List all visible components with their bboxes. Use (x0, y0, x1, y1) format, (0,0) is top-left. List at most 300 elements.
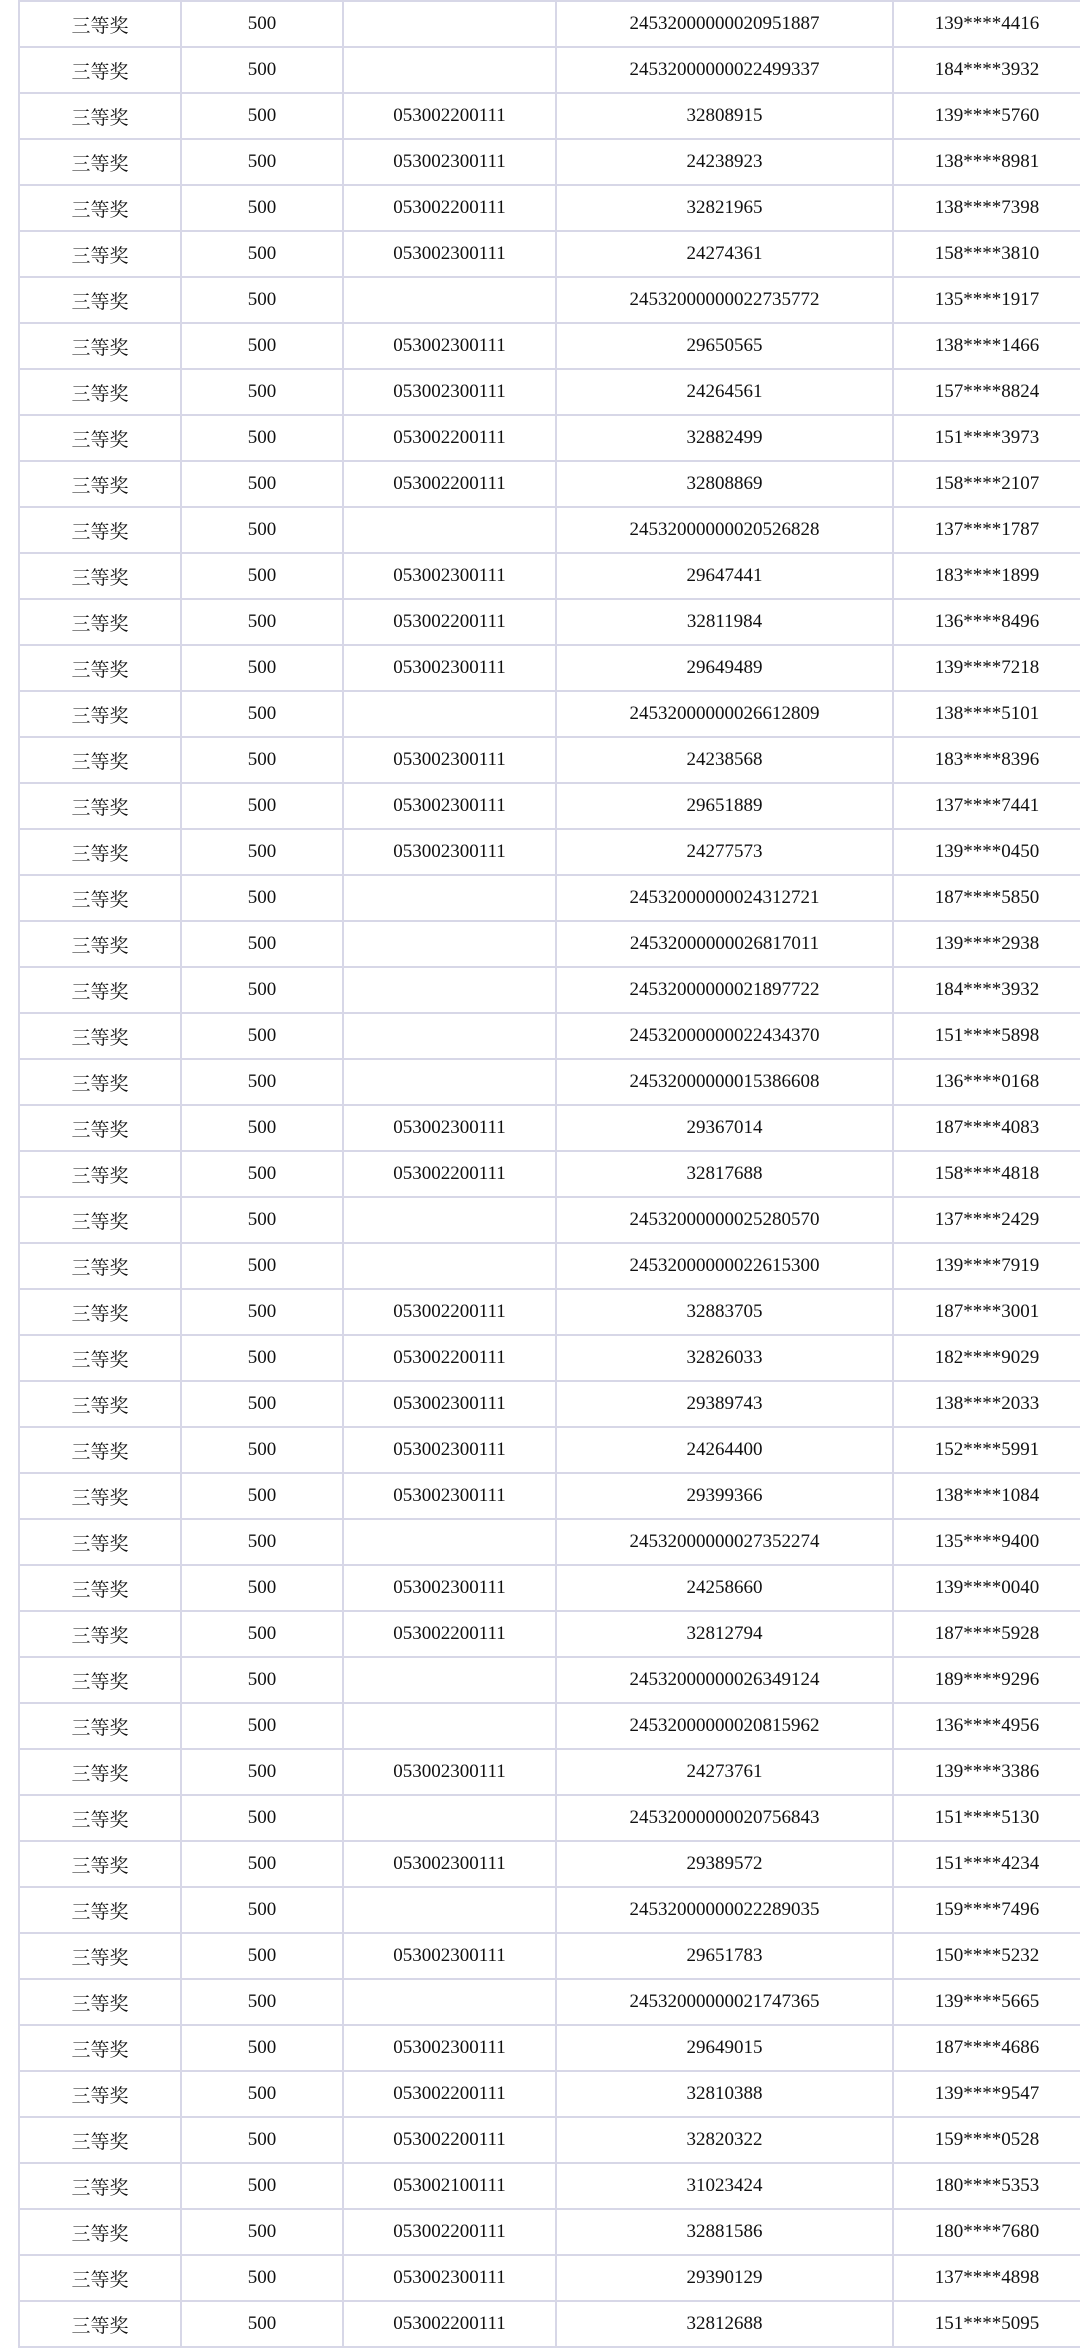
code-cell (343, 1059, 556, 1105)
account-cell: 32808869 (556, 461, 893, 507)
code-cell (343, 1795, 556, 1841)
prize-cell: 三等奖 (19, 1059, 181, 1105)
amount-cell: 500 (181, 93, 343, 139)
amount-cell: 500 (181, 1197, 343, 1243)
account-cell: 29389743 (556, 1381, 893, 1427)
table-row (19, 1933, 1080, 1979)
amount-cell: 500 (181, 369, 343, 415)
code-cell: 053002200111 (343, 185, 556, 231)
table-row (19, 139, 1080, 185)
account-cell: 32820322 (556, 2117, 893, 2163)
code-cell (343, 1197, 556, 1243)
table-row (19, 47, 1080, 93)
amount-cell: 500 (181, 461, 343, 507)
table-row (19, 2071, 1080, 2117)
account-cell: 24264400 (556, 1427, 893, 1473)
account-cell: 24532000000024312721 (556, 875, 893, 921)
code-cell (343, 967, 556, 1013)
amount-cell: 500 (181, 737, 343, 783)
code-cell: 053002200111 (343, 461, 556, 507)
table-row (19, 1059, 1080, 1105)
code-cell (343, 1519, 556, 1565)
account-cell: 24238568 (556, 737, 893, 783)
account-cell: 24532000000022289035 (556, 1887, 893, 1933)
table-row (19, 1473, 1080, 1519)
code-cell: 053002300111 (343, 1749, 556, 1795)
amount-cell: 500 (181, 1611, 343, 1657)
table-row (19, 1795, 1080, 1841)
prize-cell: 三等奖 (19, 1565, 181, 1611)
table-row (19, 1151, 1080, 1197)
phone-cell: 139****5760 (893, 93, 1080, 139)
phone-cell: 139****0450 (893, 829, 1080, 875)
winners-table-container (18, 0, 1080, 2348)
code-cell: 053002300111 (343, 1565, 556, 1611)
prize-cell: 三等奖 (19, 829, 181, 875)
table-row (19, 1013, 1080, 1059)
account-cell: 32883705 (556, 1289, 893, 1335)
code-cell: 053002300111 (343, 737, 556, 783)
table-row (19, 1565, 1080, 1611)
prize-cell: 三等奖 (19, 231, 181, 277)
code-cell (343, 1887, 556, 1933)
account-cell: 24532000000020951887 (556, 1, 893, 47)
phone-cell: 158****4818 (893, 1151, 1080, 1197)
table-row (19, 1105, 1080, 1151)
code-cell: 053002200111 (343, 1289, 556, 1335)
code-cell: 053002300111 (343, 645, 556, 691)
table-row (19, 1197, 1080, 1243)
prize-cell: 三等奖 (19, 369, 181, 415)
phone-cell: 136****8496 (893, 599, 1080, 645)
amount-cell: 500 (181, 1105, 343, 1151)
amount-cell: 500 (181, 1381, 343, 1427)
table-row (19, 1611, 1080, 1657)
phone-cell: 183****8396 (893, 737, 1080, 783)
prize-cell: 三等奖 (19, 2071, 181, 2117)
phone-cell: 137****7441 (893, 783, 1080, 829)
prize-cell: 三等奖 (19, 599, 181, 645)
table-row (19, 553, 1080, 599)
prize-cell: 三等奖 (19, 1473, 181, 1519)
table-row (19, 2117, 1080, 2163)
table-row (19, 691, 1080, 737)
phone-cell: 151****5130 (893, 1795, 1080, 1841)
account-cell: 29367014 (556, 1105, 893, 1151)
table-row (19, 875, 1080, 921)
account-cell: 29389572 (556, 1841, 893, 1887)
amount-cell: 500 (181, 231, 343, 277)
table-row (19, 277, 1080, 323)
table-row (19, 599, 1080, 645)
phone-cell: 184****3932 (893, 47, 1080, 93)
amount-cell: 500 (181, 2209, 343, 2255)
account-cell: 24274361 (556, 231, 893, 277)
account-cell: 32811984 (556, 599, 893, 645)
table-row (19, 921, 1080, 967)
table-row (19, 645, 1080, 691)
account-cell: 24273761 (556, 1749, 893, 1795)
phone-cell: 184****3932 (893, 967, 1080, 1013)
phone-cell: 139****5665 (893, 1979, 1080, 2025)
code-cell (343, 921, 556, 967)
amount-cell: 500 (181, 139, 343, 185)
phone-cell: 135****9400 (893, 1519, 1080, 1565)
code-cell: 053002300111 (343, 231, 556, 277)
phone-cell: 138****1466 (893, 323, 1080, 369)
account-cell: 24532000000020815962 (556, 1703, 893, 1749)
prize-cell: 三等奖 (19, 1749, 181, 1795)
prize-cell: 三等奖 (19, 507, 181, 553)
table-row (19, 1381, 1080, 1427)
amount-cell: 500 (181, 1059, 343, 1105)
table-row (19, 1335, 1080, 1381)
phone-cell: 187****3001 (893, 1289, 1080, 1335)
amount-cell: 500 (181, 691, 343, 737)
prize-cell: 三等奖 (19, 737, 181, 783)
code-cell (343, 1657, 556, 1703)
code-cell: 053002200111 (343, 1151, 556, 1197)
code-cell (343, 691, 556, 737)
prize-cell: 三等奖 (19, 2209, 181, 2255)
phone-cell: 137****4898 (893, 2255, 1080, 2301)
code-cell: 053002200111 (343, 2117, 556, 2163)
prize-cell: 三等奖 (19, 645, 181, 691)
phone-cell: 151****5898 (893, 1013, 1080, 1059)
account-cell: 24532000000026612809 (556, 691, 893, 737)
prize-cell: 三等奖 (19, 1795, 181, 1841)
phone-cell: 157****8824 (893, 369, 1080, 415)
prize-cell: 三等奖 (19, 1979, 181, 2025)
code-cell: 053002100111 (343, 2163, 556, 2209)
amount-cell: 500 (181, 645, 343, 691)
account-cell: 32821965 (556, 185, 893, 231)
amount-cell: 500 (181, 1887, 343, 1933)
prize-cell: 三等奖 (19, 2301, 181, 2347)
amount-cell: 500 (181, 967, 343, 1013)
winners-table (18, 0, 1080, 2348)
table-row (19, 461, 1080, 507)
phone-cell: 187****5850 (893, 875, 1080, 921)
amount-cell: 500 (181, 599, 343, 645)
amount-cell: 500 (181, 2163, 343, 2209)
amount-cell: 500 (181, 829, 343, 875)
prize-cell: 三等奖 (19, 875, 181, 921)
table-row (19, 1519, 1080, 1565)
table-row (19, 415, 1080, 461)
prize-cell: 三等奖 (19, 1519, 181, 1565)
phone-cell: 139****7218 (893, 645, 1080, 691)
amount-cell: 500 (181, 2071, 343, 2117)
code-cell: 053002200111 (343, 2301, 556, 2347)
code-cell: 053002300111 (343, 1427, 556, 1473)
prize-cell: 三等奖 (19, 1381, 181, 1427)
prize-cell: 三等奖 (19, 323, 181, 369)
amount-cell: 500 (181, 1933, 343, 1979)
amount-cell: 500 (181, 1, 343, 47)
account-cell: 24258660 (556, 1565, 893, 1611)
code-cell: 053002300111 (343, 323, 556, 369)
amount-cell: 500 (181, 875, 343, 921)
phone-cell: 138****1084 (893, 1473, 1080, 1519)
account-cell: 29650565 (556, 323, 893, 369)
table-row (19, 967, 1080, 1013)
account-cell: 24532000000021897722 (556, 967, 893, 1013)
amount-cell: 500 (181, 1151, 343, 1197)
phone-cell: 158****2107 (893, 461, 1080, 507)
code-cell: 053002300111 (343, 1105, 556, 1151)
table-row (19, 1749, 1080, 1795)
phone-cell: 182****9029 (893, 1335, 1080, 1381)
phone-cell: 137****1787 (893, 507, 1080, 553)
code-cell (343, 47, 556, 93)
code-cell: 053002200111 (343, 2071, 556, 2117)
phone-cell: 139****4416 (893, 1, 1080, 47)
account-cell: 24532000000026817011 (556, 921, 893, 967)
table-row (19, 507, 1080, 553)
code-cell (343, 277, 556, 323)
account-cell: 32808915 (556, 93, 893, 139)
account-cell: 24264561 (556, 369, 893, 415)
account-cell: 24532000000022735772 (556, 277, 893, 323)
amount-cell: 500 (181, 1335, 343, 1381)
table-row (19, 783, 1080, 829)
prize-cell: 三等奖 (19, 1, 181, 47)
prize-cell: 三等奖 (19, 1013, 181, 1059)
table-row (19, 2255, 1080, 2301)
account-cell: 29649015 (556, 2025, 893, 2071)
phone-cell: 139****3386 (893, 1749, 1080, 1795)
amount-cell: 500 (181, 323, 343, 369)
amount-cell: 500 (181, 2117, 343, 2163)
amount-cell: 500 (181, 783, 343, 829)
phone-cell: 135****1917 (893, 277, 1080, 323)
account-cell: 29651783 (556, 1933, 893, 1979)
account-cell: 24532000000022615300 (556, 1243, 893, 1289)
account-cell: 29647441 (556, 553, 893, 599)
prize-cell: 三等奖 (19, 1933, 181, 1979)
code-cell: 053002300111 (343, 1381, 556, 1427)
amount-cell: 500 (181, 1243, 343, 1289)
table-row (19, 2025, 1080, 2071)
prize-cell: 三等奖 (19, 415, 181, 461)
account-cell: 24532000000025280570 (556, 1197, 893, 1243)
table-row (19, 2209, 1080, 2255)
table-row (19, 93, 1080, 139)
code-cell: 053002300111 (343, 1933, 556, 1979)
code-cell (343, 507, 556, 553)
account-cell: 32882499 (556, 415, 893, 461)
phone-cell: 150****5232 (893, 1933, 1080, 1979)
phone-cell: 138****7398 (893, 185, 1080, 231)
winners-table-body (19, 1, 1080, 2347)
table-row (19, 231, 1080, 277)
prize-cell: 三等奖 (19, 139, 181, 185)
phone-cell: 151****5095 (893, 2301, 1080, 2347)
phone-cell: 139****2938 (893, 921, 1080, 967)
code-cell: 053002200111 (343, 1611, 556, 1657)
table-row (19, 1703, 1080, 1749)
table-row (19, 1427, 1080, 1473)
code-cell: 053002300111 (343, 369, 556, 415)
prize-cell: 三等奖 (19, 1703, 181, 1749)
phone-cell: 189****9296 (893, 1657, 1080, 1703)
amount-cell: 500 (181, 507, 343, 553)
code-cell (343, 875, 556, 921)
phone-cell: 136****0168 (893, 1059, 1080, 1105)
phone-cell: 151****4234 (893, 1841, 1080, 1887)
phone-cell: 180****5353 (893, 2163, 1080, 2209)
amount-cell: 500 (181, 1795, 343, 1841)
account-cell: 24277573 (556, 829, 893, 875)
code-cell: 053002200111 (343, 415, 556, 461)
table-row (19, 1841, 1080, 1887)
account-cell: 32826033 (556, 1335, 893, 1381)
phone-cell: 139****0040 (893, 1565, 1080, 1611)
phone-cell: 151****3973 (893, 415, 1080, 461)
code-cell (343, 1703, 556, 1749)
prize-cell: 三等奖 (19, 921, 181, 967)
amount-cell: 500 (181, 185, 343, 231)
code-cell: 053002200111 (343, 93, 556, 139)
account-cell: 32881586 (556, 2209, 893, 2255)
phone-cell: 139****7919 (893, 1243, 1080, 1289)
prize-cell: 三等奖 (19, 1841, 181, 1887)
phone-cell: 138****8981 (893, 139, 1080, 185)
amount-cell: 500 (181, 415, 343, 461)
code-cell (343, 1979, 556, 2025)
account-cell: 31023424 (556, 2163, 893, 2209)
code-cell: 053002200111 (343, 599, 556, 645)
account-cell: 24532000000027352274 (556, 1519, 893, 1565)
prize-cell: 三等奖 (19, 967, 181, 1013)
prize-cell: 三等奖 (19, 185, 181, 231)
code-cell: 053002300111 (343, 139, 556, 185)
prize-cell: 三等奖 (19, 691, 181, 737)
prize-cell: 三等奖 (19, 461, 181, 507)
table-row (19, 2301, 1080, 2347)
prize-cell: 三等奖 (19, 2117, 181, 2163)
amount-cell: 500 (181, 1703, 343, 1749)
account-cell: 29390129 (556, 2255, 893, 2301)
code-cell: 053002300111 (343, 553, 556, 599)
prize-cell: 三等奖 (19, 1243, 181, 1289)
account-cell: 32817688 (556, 1151, 893, 1197)
amount-cell: 500 (181, 921, 343, 967)
table-row (19, 1979, 1080, 2025)
phone-cell: 187****5928 (893, 1611, 1080, 1657)
amount-cell: 500 (181, 1519, 343, 1565)
table-row (19, 369, 1080, 415)
code-cell: 053002300111 (343, 2255, 556, 2301)
account-cell: 29399366 (556, 1473, 893, 1519)
amount-cell: 500 (181, 1749, 343, 1795)
account-cell: 24238923 (556, 139, 893, 185)
table-row (19, 1887, 1080, 1933)
amount-cell: 500 (181, 2025, 343, 2071)
code-cell: 053002300111 (343, 783, 556, 829)
phone-cell: 159****7496 (893, 1887, 1080, 1933)
table-row (19, 185, 1080, 231)
code-cell (343, 1013, 556, 1059)
table-row (19, 1, 1080, 47)
account-cell: 29649489 (556, 645, 893, 691)
prize-cell: 三等奖 (19, 277, 181, 323)
amount-cell: 500 (181, 2255, 343, 2301)
amount-cell: 500 (181, 1289, 343, 1335)
code-cell: 053002200111 (343, 2209, 556, 2255)
table-row (19, 1289, 1080, 1335)
table-row (19, 323, 1080, 369)
prize-cell: 三等奖 (19, 2163, 181, 2209)
code-cell: 053002200111 (343, 1335, 556, 1381)
prize-cell: 三等奖 (19, 1657, 181, 1703)
phone-cell: 152****5991 (893, 1427, 1080, 1473)
account-cell: 32812688 (556, 2301, 893, 2347)
amount-cell: 500 (181, 277, 343, 323)
account-cell: 29651889 (556, 783, 893, 829)
prize-cell: 三等奖 (19, 93, 181, 139)
table-row (19, 1657, 1080, 1703)
phone-cell: 158****3810 (893, 231, 1080, 277)
code-cell: 053002300111 (343, 829, 556, 875)
phone-cell: 180****7680 (893, 2209, 1080, 2255)
code-cell: 053002300111 (343, 1473, 556, 1519)
prize-cell: 三等奖 (19, 553, 181, 599)
phone-cell: 139****9547 (893, 2071, 1080, 2117)
prize-cell: 三等奖 (19, 2025, 181, 2071)
phone-cell: 187****4686 (893, 2025, 1080, 2071)
account-cell: 32810388 (556, 2071, 893, 2117)
account-cell: 24532000000015386608 (556, 1059, 893, 1105)
prize-cell: 三等奖 (19, 1335, 181, 1381)
phone-cell: 137****2429 (893, 1197, 1080, 1243)
amount-cell: 500 (181, 1657, 343, 1703)
prize-cell: 三等奖 (19, 783, 181, 829)
account-cell: 32812794 (556, 1611, 893, 1657)
table-row (19, 1243, 1080, 1289)
table-row (19, 829, 1080, 875)
account-cell: 24532000000020756843 (556, 1795, 893, 1841)
prize-cell: 三等奖 (19, 47, 181, 93)
phone-cell: 136****4956 (893, 1703, 1080, 1749)
code-cell (343, 1243, 556, 1289)
prize-cell: 三等奖 (19, 1105, 181, 1151)
prize-cell: 三等奖 (19, 1887, 181, 1933)
account-cell: 24532000000021747365 (556, 1979, 893, 2025)
amount-cell: 500 (181, 1473, 343, 1519)
amount-cell: 500 (181, 553, 343, 599)
code-cell: 053002300111 (343, 1841, 556, 1887)
prize-cell: 三等奖 (19, 1289, 181, 1335)
amount-cell: 500 (181, 1427, 343, 1473)
phone-cell: 187****4083 (893, 1105, 1080, 1151)
amount-cell: 500 (181, 1841, 343, 1887)
prize-cell: 三等奖 (19, 1151, 181, 1197)
prize-cell: 三等奖 (19, 1427, 181, 1473)
account-cell: 24532000000026349124 (556, 1657, 893, 1703)
account-cell: 24532000000020526828 (556, 507, 893, 553)
prize-cell: 三等奖 (19, 1197, 181, 1243)
phone-cell: 159****0528 (893, 2117, 1080, 2163)
account-cell: 24532000000022499337 (556, 47, 893, 93)
phone-cell: 183****1899 (893, 553, 1080, 599)
phone-cell: 138****5101 (893, 691, 1080, 737)
prize-cell: 三等奖 (19, 2255, 181, 2301)
code-cell (343, 1, 556, 47)
table-row (19, 737, 1080, 783)
prize-cell: 三等奖 (19, 1611, 181, 1657)
